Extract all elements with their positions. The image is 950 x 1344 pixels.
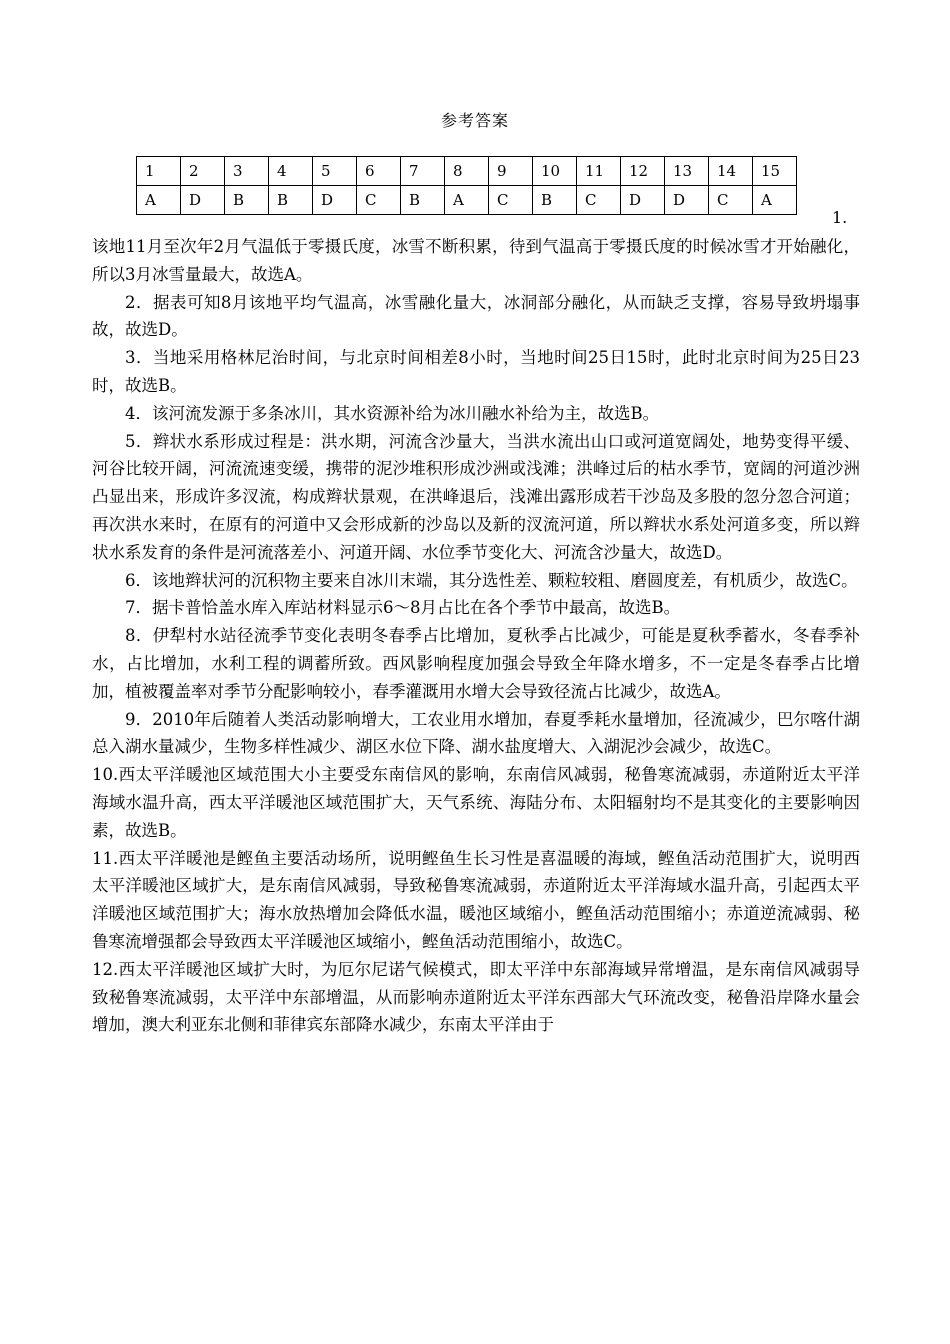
explanation-12: 12.西太平洋暖池区域扩大时，为厄尔尼诺气候模式，即太平洋中东部海域异常增温，是东南信风减弱导致秘鲁寒流减弱，太平洋中东部增温，从而影响赤道附近太平洋东西部大气环流改变，秘鲁沿岸降水量会增加，澳大利亚东北侧和菲律宾东部降水减少，东南太平洋由于 xyxy=(92,959,860,1035)
answer-cell: D xyxy=(621,186,665,215)
answer-cell: A xyxy=(137,186,181,215)
explanation-7: 7．据卡普恰盖水库入库站材料显示6～8月占比在各个季节中最高，故选B。 xyxy=(125,598,681,618)
explanation-11: 11.西太平洋暖池是鲣鱼主要活动场所，说明鲣鱼生长习性是喜温暖的海域，鲣鱼活动范围扩大，说明西太平洋暖池区域扩大，是东南信风减弱，导致秘鲁寒流减弱，赤道附近太平洋海域水温升高，引起西太平洋暖池区域范围扩大；海水放热增加会降低水温，暖池区域缩小，鲣鱼活动范围缩小；赤道逆流减弱、秘鲁寒流增强都会导致西太平洋暖池区域缩小，鲣鱼活动范围缩小，故选C。 xyxy=(92,848,860,951)
explanation-4: 4．该河流发源于多条冰川，其水资源补给为冰川融水补给为主，故选B。 xyxy=(125,403,660,423)
answer-table-number-row xyxy=(137,157,797,186)
explanation-5: 5．辫状水系形成过程是：洪水期，河流含沙量大，当洪水流出山口或河道宽阔处，地势变得平缓、河谷比较开阔，河流流速变缓，携带的泥沙堆积形成沙洲或浅滩；洪峰过后的枯水季节，宽阔的河道沙洲凸显出来，形成许多汊流，构成辫状景观，在洪峰退后，浅滩出露形成若干沙岛及多股的忽分忽合河道；再次洪水来时，在原有的河道中又会形成新的沙岛以及新的汊流河道，所以辫状水系处河道多变，所以辫状水系发育的条件是河流落差小、河道开阔、水位季节变化大、河流含沙量大，故选D。 xyxy=(92,431,860,562)
question-number-cell: 15 xyxy=(753,157,797,186)
answer-cell: D xyxy=(665,186,709,215)
answer-cell: C xyxy=(489,186,533,215)
question-number-cell: 4 xyxy=(269,157,313,186)
answer-cell: B xyxy=(533,186,577,215)
answer-cell: B xyxy=(401,186,445,215)
question-number-cell: 13 xyxy=(665,157,709,186)
question-number-cell: 7 xyxy=(401,157,445,186)
answer-cell: C xyxy=(709,186,753,215)
question-number-cell: 1 xyxy=(137,157,181,186)
explanation-1-number: 1. xyxy=(832,208,848,227)
question-number-cell: 14 xyxy=(709,157,753,186)
explanation-9: 9．2010年后随着人类活动影响增大，工农业用水增加，春夏季耗水量增加，径流减少，巴尔喀什湖总入湖水量减少，生物多样性减少、湖区水位下降、湖水盐度增大、入湖泥沙会减少，故选C。 xyxy=(92,709,860,757)
question-number-cell: 6 xyxy=(357,157,401,186)
explanation-6: 6．该地辫状河的沉积物主要来自冰川末端，其分选性差、颗粒较粗、磨圆度差，有机质少，故选C。 xyxy=(125,570,858,590)
question-number-cell: 2 xyxy=(181,157,225,186)
explanation-2: 2．据表可知8月该地平均气温高，冰雪融化量大，冰洞部分融化，从而缺乏支撑，容易导致坍塌事故，故选D。 xyxy=(92,292,860,340)
question-number-cell: 8 xyxy=(445,157,489,186)
explanation-10: 10.西太平洋暖池区域范围大小主要受东南信风的影响，东南信风减弱，秘鲁寒流减弱，赤道附近太平洋海域水温升高，西太平洋暖池区域范围扩大，天气系统、海陆分布、太阳辐射均不是其变化的主要影响因素，故选B。 xyxy=(92,765,860,840)
question-number-cell: 3 xyxy=(225,157,269,186)
question-number-cell: 10 xyxy=(533,157,577,186)
explanation-3: 3．当地采用格林尼治时间，与北京时间相差8小时，当地时间25日15时，此时北京时间为25日23时，故选B。 xyxy=(92,348,860,395)
answer-cell: B xyxy=(269,186,313,215)
question-number-cell: 9 xyxy=(489,157,533,186)
answer-cell: A xyxy=(753,186,797,215)
answer-cell: B xyxy=(225,186,269,215)
explanations xyxy=(92,233,860,1039)
question-number-cell: 5 xyxy=(313,157,357,186)
answer-cell: D xyxy=(313,186,357,215)
page-title: 参考答案 xyxy=(440,111,509,130)
answer-cell: C xyxy=(577,186,621,215)
answer-table-answer-row xyxy=(137,186,797,215)
explanation-8: 8．伊犁村水站径流季节变化表明冬春季占比增加，夏秋季占比减少，可能是夏秋季蓄水，冬春季补水，占比增加，水利工程的调蓄所致。西风影响程度加强会导致全年降水增多，不一定是冬春季占比增加，植被覆盖率对季节分配影响较小，春季灌溉用水增大会导致径流占比减少，故选A。 xyxy=(92,626,860,701)
question-number-cell: 12 xyxy=(621,157,665,186)
explanation-1: 该地11月至次年2月气温低于零摄氏度，冰雪不断积累，待到气温高于零摄氏度的时候冰雪才开始融化，所以3月冰雪量最大，故选A。 xyxy=(92,237,860,284)
answer-cell: A xyxy=(445,186,489,215)
answer-cell: C xyxy=(357,186,401,215)
question-number-cell: 11 xyxy=(577,157,621,186)
answer-table xyxy=(136,156,797,215)
answer-cell: D xyxy=(181,186,225,215)
